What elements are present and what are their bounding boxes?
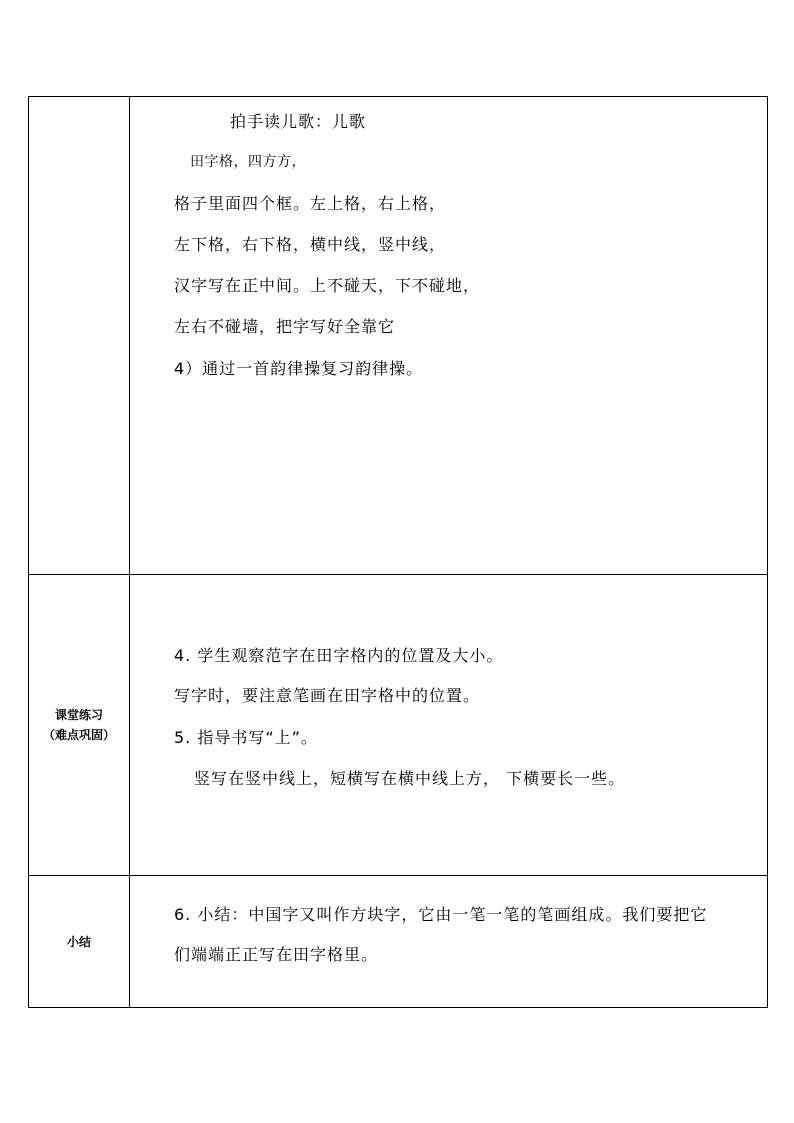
summary-label: 小结 <box>29 876 130 1008</box>
table-row-summary <box>29 876 768 1008</box>
summary-line-1: 6. 小结：中国字又叫作方块字，它由一笔一笔的笔画组成。我们要把它 <box>174 905 708 924</box>
lesson-plan-table <box>28 96 768 1008</box>
song-line-4: 汉字写在正中间。上不碰天，下不碰地， <box>174 276 481 295</box>
practice-content <box>130 575 768 876</box>
table-row-practice <box>29 575 768 876</box>
practice-label-subtitle: （难点巩固） <box>42 728 115 742</box>
table-row-activities <box>29 97 768 575</box>
practice-line-1: 4. 学生观察范字在田字格内的位置及大小。 <box>174 646 504 665</box>
song-title: 拍手读儿歌：儿歌 <box>230 112 367 131</box>
practice-label-title: 课堂练习 <box>54 708 103 722</box>
practice-line-3: 5. 指导书写“上”。 <box>174 728 318 747</box>
practice-line-4: 竖写在竖中线上，短横写在横中线上方， 下横要长一些。 <box>194 769 626 788</box>
practice-line-2: 写字时，要注意笔画在田字格中的位置。 <box>174 686 481 705</box>
row-label-empty <box>29 97 130 575</box>
song-line-2: 格子里面四个框。左上格，右上格， <box>174 194 447 213</box>
activities-content <box>130 97 768 575</box>
practice-label <box>29 575 130 876</box>
summary-line-2: 们端端正正写在田字格里。 <box>174 945 379 964</box>
song-line-3: 左下格，右下格，横中线，竖中线， <box>174 235 447 254</box>
rhythm-exercise-line: 4）通过一首韵律操复习韵律操。 <box>174 359 424 378</box>
song-line-1: 田字格，四方方， <box>190 154 306 170</box>
song-line-5: 左右不碰墙，把字写好全靠它 <box>174 317 396 336</box>
summary-content <box>130 876 768 1008</box>
